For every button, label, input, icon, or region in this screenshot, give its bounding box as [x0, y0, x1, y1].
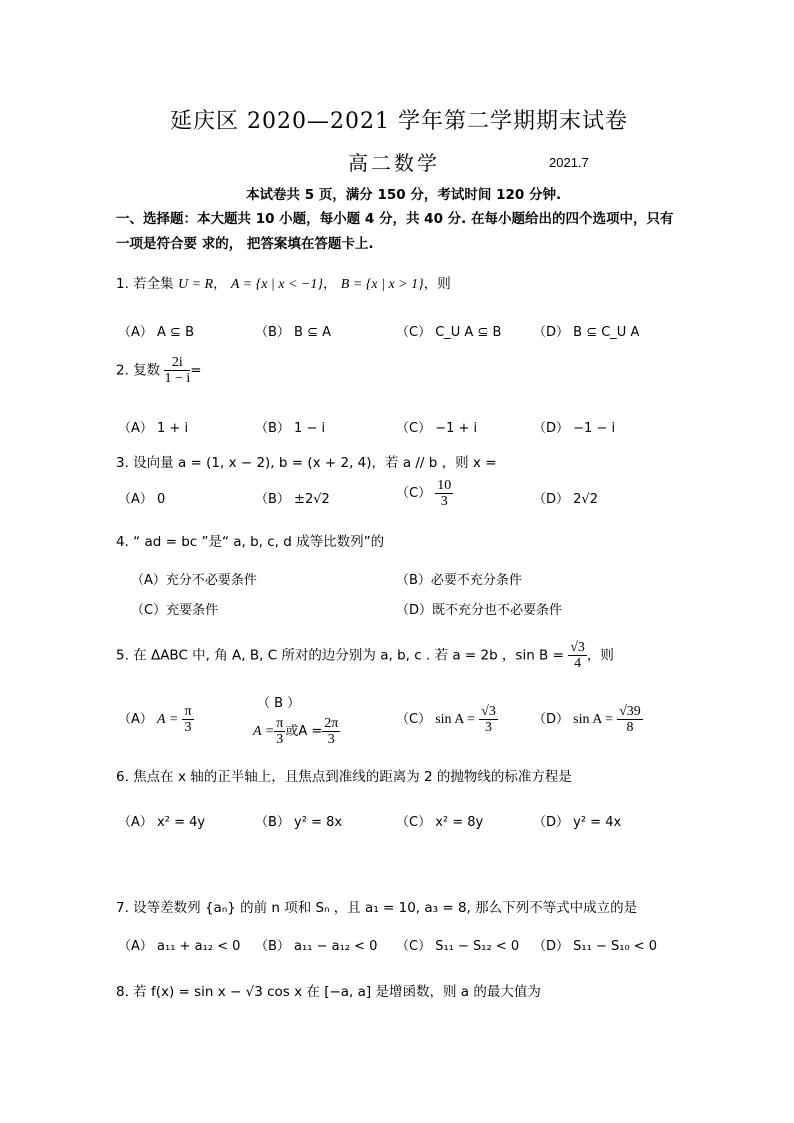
q5-option-d-denominator: 8: [626, 720, 634, 735]
q3-option-b: （B） ±2√2: [255, 492, 330, 507]
q5-option-a: [118, 704, 194, 735]
q5-option-d-numerator: √39: [619, 704, 641, 719]
question-1: 1. 若全集 U = R， A = {x | x < −1}， B = {x | x > 1}，则: [116, 276, 451, 292]
q6-option-d: （D） y² = 4x: [533, 815, 622, 830]
q5-option-c-fraction: [479, 704, 498, 735]
question-2-prefix: 2. 复数: [116, 362, 161, 379]
question-6: 6. 焦点在 x 轴的正半轴上，且焦点到准线的距离为 2 的抛物线的标准方程是: [116, 769, 572, 785]
q3-option-c-label: （C）: [396, 486, 432, 501]
q5-option-b-lhs: A =: [253, 724, 275, 739]
q5-option-b-fraction-1: [274, 716, 285, 747]
question-5: [116, 640, 614, 671]
q5-option-a-fraction: [182, 704, 193, 735]
question-2-suffix: =: [190, 362, 202, 379]
question-5-sin-numerator: √3: [570, 640, 585, 655]
q5-option-b-fraction-2: [322, 716, 340, 747]
q5-option-c-denominator: 3: [485, 720, 493, 735]
q5-option-c-label: （C）: [396, 712, 432, 727]
q4-option-c: （C）充要条件: [131, 603, 219, 618]
question-5-text: 5. 在 ΔABC 中, 角 A, B, C 所对的边分别为 a, b, c . 若 a = 2b ，sin B =: [116, 647, 564, 664]
question-2-denominator: 1 − i: [164, 371, 191, 386]
q2-option-d: （D） −1 − i: [533, 421, 616, 436]
q4-option-d: （D）既不充分也不必要条件: [396, 603, 563, 618]
q3-option-d: （D） 2√2: [533, 492, 598, 507]
q3-option-c: [396, 478, 453, 509]
q6-option-a: （A） x² = 4y: [118, 815, 206, 830]
q5-option-a-denominator: 3: [184, 720, 192, 735]
question-5-sin-denominator: 4: [574, 656, 582, 671]
question-8: 8. 若 f(x) = sin x − √3 cos x 在 [−a, a] 是增函数，则 a 的最大值为: [116, 984, 541, 1000]
q3-option-a: （A） 0: [118, 492, 166, 507]
q5-option-c: [396, 704, 498, 735]
q2-option-c: （C） −1 + i: [396, 421, 478, 436]
q4-option-a: （A）充分不必要条件: [131, 573, 257, 588]
question-2: [116, 355, 202, 386]
q1-option-c: （C） C_U A ⊆ B: [396, 325, 502, 340]
question-7: 7. 设等差数列 {aₙ} 的前 n 项和 Sₙ ，且 a₁ = 10, a₃ = 8, 那么下列不等式中成立的是: [116, 900, 638, 916]
q5-option-b-label: （ B ）: [257, 696, 301, 711]
q5-option-a-label: （A）: [118, 712, 153, 727]
q6-option-c: （C） x² = 8y: [396, 815, 484, 830]
section-header-line2: 一项是符合要 求的， 把答案填在答题卡上.: [116, 236, 374, 252]
q3-option-c-numerator: 10: [437, 478, 452, 493]
q5-option-b-denominator-1: 3: [276, 732, 284, 747]
q5-option-b-numerator-2: 2π: [324, 716, 339, 731]
q4-option-b: （B）必要不充分条件: [396, 573, 522, 588]
q5-option-b-or: 或A =: [285, 724, 323, 739]
q3-option-c-fraction: [435, 478, 453, 509]
q7-option-c: （C） S₁₁ − S₁₂ < 0: [396, 939, 520, 954]
q5-option-b-denominator-2: 3: [327, 732, 335, 747]
q7-option-b: （B） a₁₁ − a₁₂ < 0: [255, 939, 378, 954]
q5-option-a-lhs: A =: [157, 712, 179, 727]
question-5-sin-fraction: [568, 640, 587, 671]
q5-option-d-label: （D）: [533, 712, 570, 727]
q1-option-d: （D） B ⊆ C_U A: [533, 325, 640, 340]
question-1-set-u: U = R: [177, 277, 214, 292]
q2-option-a: （A） 1 + i: [118, 421, 189, 436]
exam-info: 本试卷共 5 页，满分 150 分，考试时间 120 分钟.: [246, 187, 562, 203]
q5-option-d-fraction: [617, 704, 643, 735]
exam-subtitle: 高二数学: [348, 151, 440, 175]
question-1-prefix: 1. 若全集: [116, 276, 174, 292]
q5-option-b-numerator-1: π: [276, 716, 284, 731]
q5-option-d: [533, 704, 643, 735]
section-header-line1: 一、选择题：本大题共 10 小题，每小题 4 分，共 40 分. 在每小题给出的四个选项中，只有: [116, 211, 674, 227]
exam-title: 延庆区 2020—2021 学年第二学期期末试卷: [170, 109, 628, 134]
q7-option-d: （D） S₁₁ − S₁₀ < 0: [533, 939, 658, 954]
question-1-set-a: A = {x | x < −1}: [230, 277, 323, 292]
q5-option-c-numerator: √3: [481, 704, 496, 719]
q2-option-b: （B） 1 − i: [255, 421, 326, 436]
q5-option-c-lhs: sin A =: [435, 712, 476, 727]
q5-option-b: [253, 716, 340, 747]
q5-option-a-numerator: π: [184, 704, 192, 719]
question-2-numerator: 2i: [164, 355, 190, 371]
q5-option-d-lhs: sin A =: [573, 712, 613, 727]
q6-option-b: （B） y² = 8x: [255, 815, 343, 830]
q1-option-a: （A） A ⊆ B: [118, 325, 194, 340]
question-1-suffix: ，则: [423, 276, 451, 292]
exam-date: 2021.7: [549, 155, 589, 170]
question-2-fraction: [164, 355, 190, 386]
question-1-set-b: B = {x | x > 1}: [340, 277, 424, 292]
q1-option-b: （B） B ⊆ A: [255, 325, 332, 340]
question-4: 4. “ ad = bc ”是“ a, b, c, d 成等比数列”的: [116, 534, 385, 550]
question-3: 3. 设向量 a = (1, x − 2), b = (x + 2, 4)，若 a // b ，则 x =: [116, 455, 497, 471]
q7-option-a: （A） a₁₁ + a₁₂ < 0: [118, 939, 241, 954]
question-5-suffix: ，则: [586, 647, 614, 664]
q3-option-c-denominator: 3: [440, 494, 448, 509]
